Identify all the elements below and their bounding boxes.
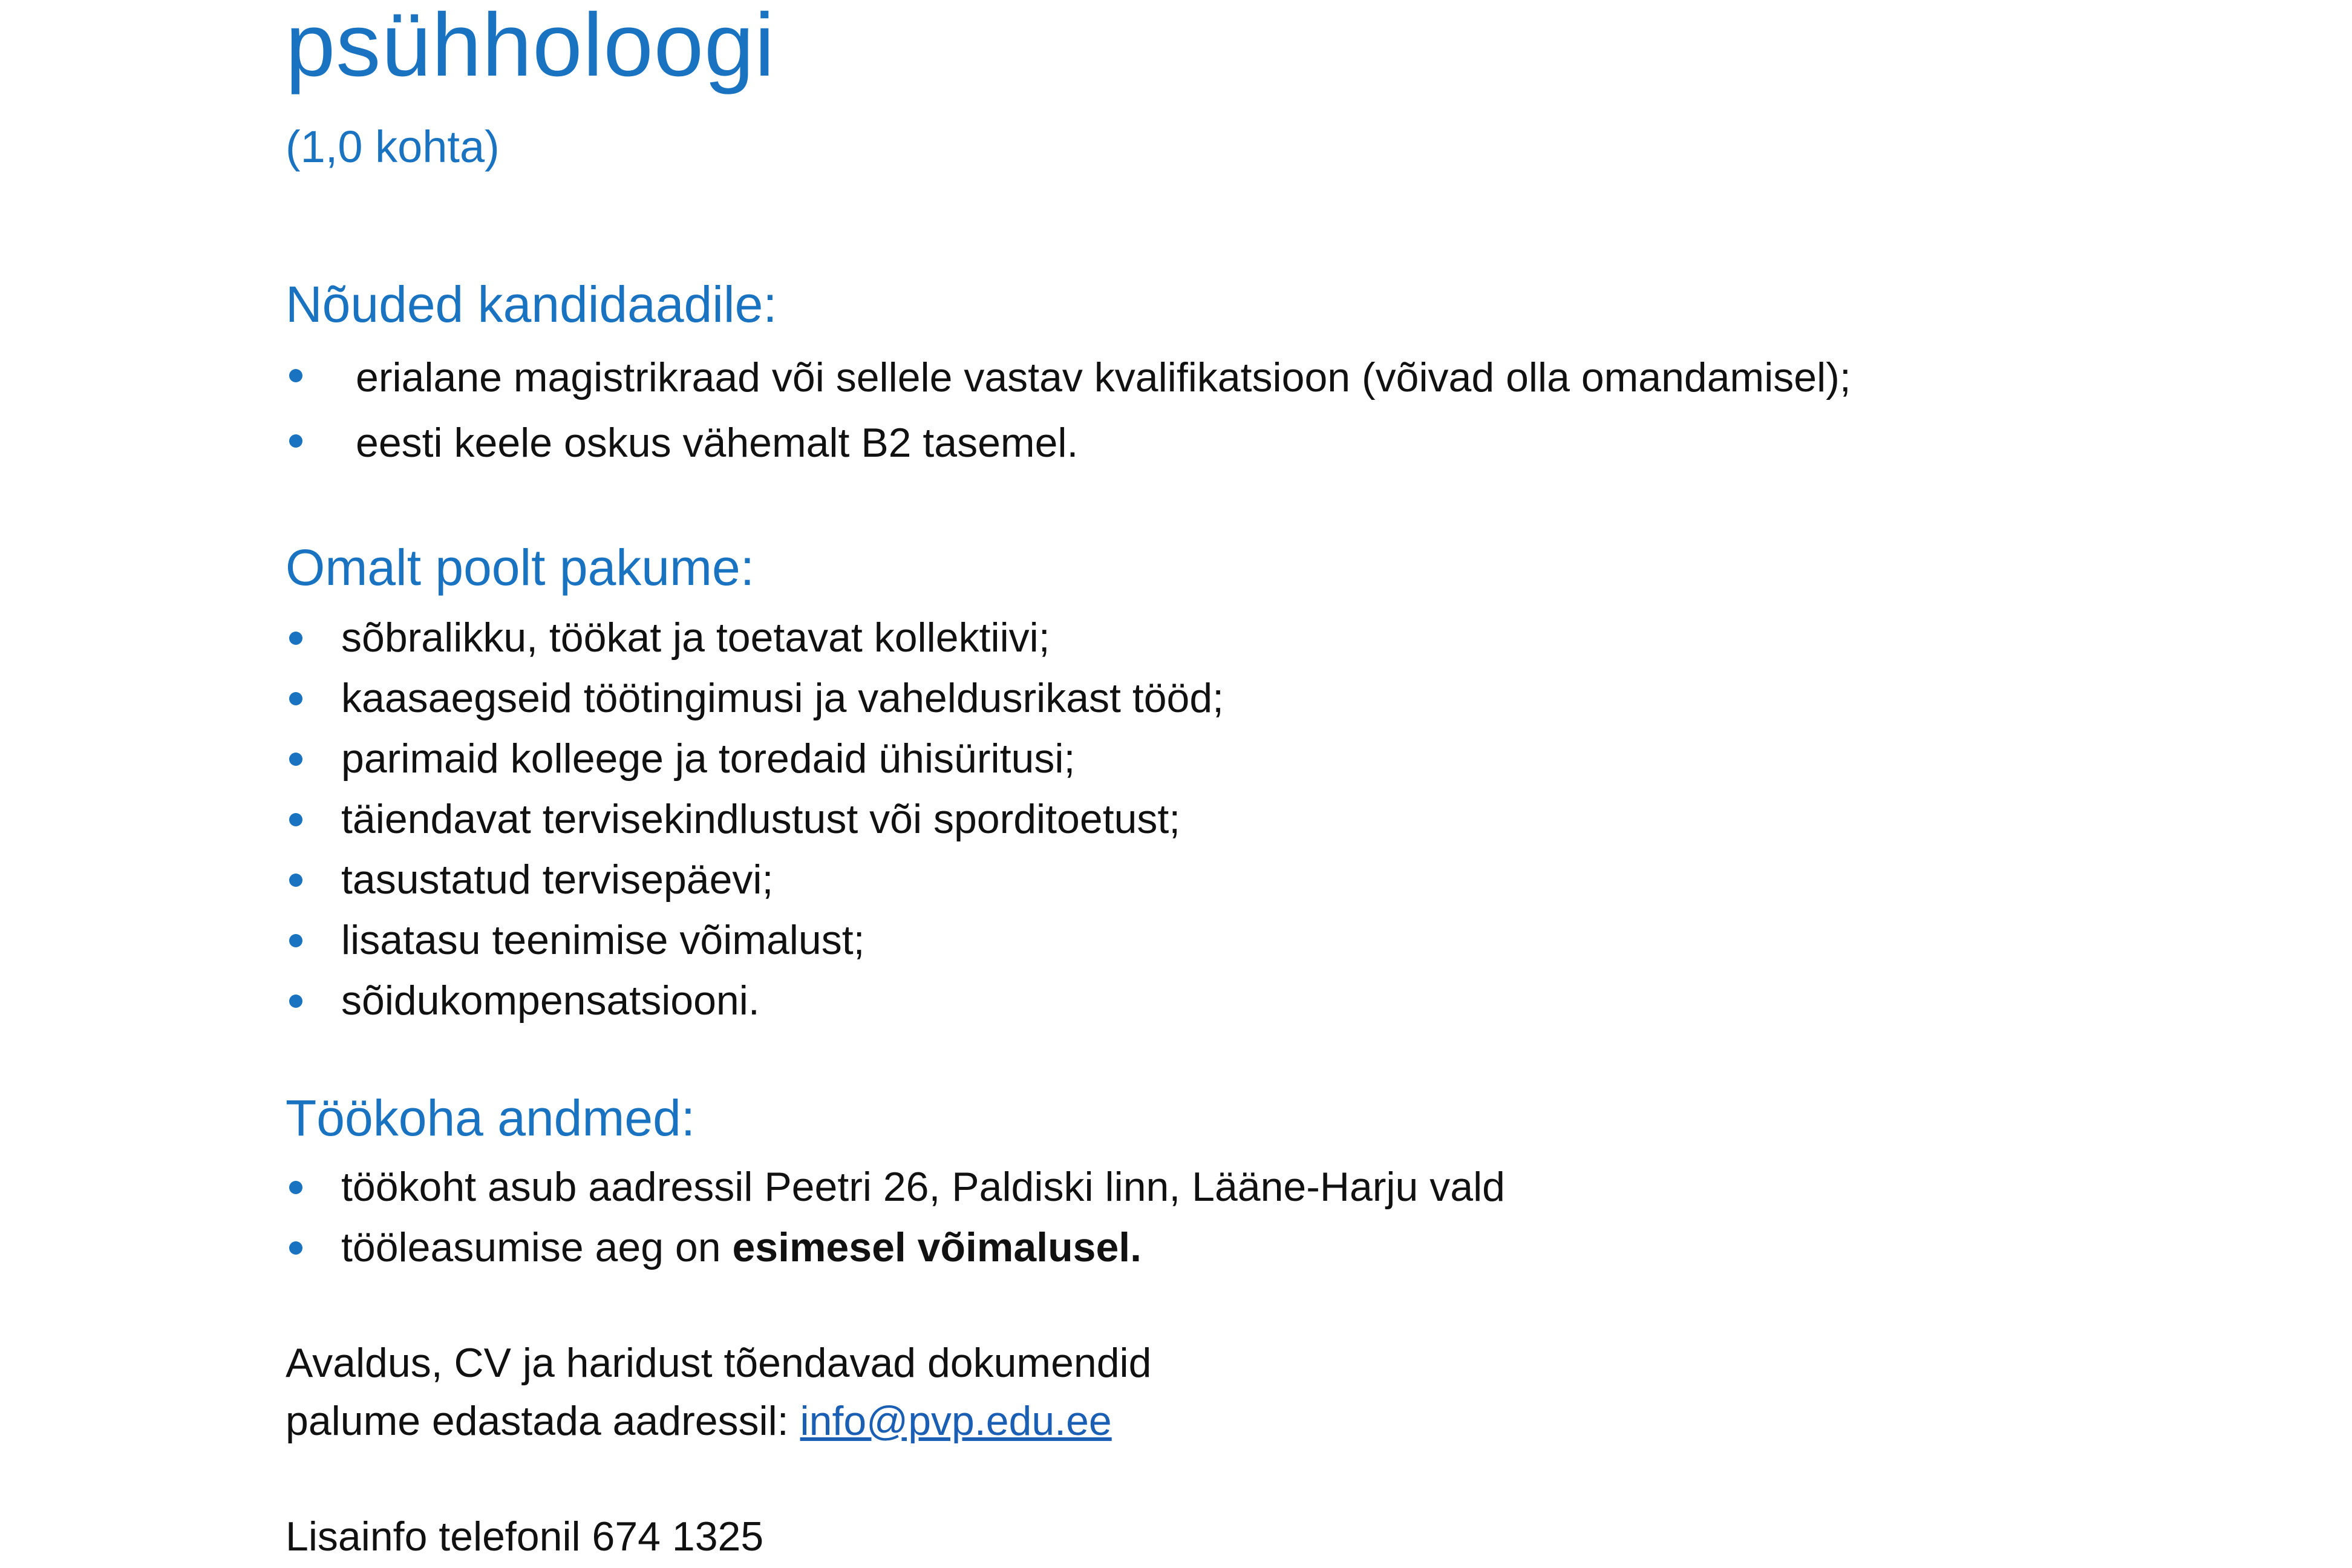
bullet-icon <box>289 753 302 766</box>
bullet-icon <box>289 434 302 448</box>
bullet-icon <box>289 934 302 947</box>
page-title: psühholoogi <box>286 0 776 95</box>
offer-heading: Omalt poolt pakume: <box>286 539 755 596</box>
bullet-icon <box>289 874 302 887</box>
application-instructions: Avaldus, CV ja haridust tõendavad dokumendid palume edastada aadressil: info@pvp.edu.ee <box>286 1340 1152 1444</box>
list-item: eesti keele oskus vähemalt B2 tasemel. <box>286 410 1851 475</box>
list-item: kaasaegseid töötingimusi ja vaheldusrikast tööd; <box>286 668 1224 728</box>
workplace-list <box>286 1157 1505 1278</box>
bullet-icon <box>289 692 302 705</box>
bullet-icon <box>289 813 302 826</box>
list-item: tööleasumise aeg on esimesel võimalusel. <box>286 1217 1505 1278</box>
list-item: sõbralikku, töökat ja toetavat kollektiivi; <box>286 607 1224 668</box>
list-item: töökoht asub aadressil Peetri 26, Paldiski linn, Lääne-Harju vald <box>286 1157 1505 1217</box>
list-item: tasustatud tervisepäevi; <box>286 849 1224 910</box>
contact-phone: Lisainfo telefonil 674 1325 <box>286 1514 764 1560</box>
bullet-icon <box>289 1241 302 1255</box>
position-count: (1,0 kohta) <box>286 122 500 172</box>
bullet-icon <box>289 632 302 645</box>
requirements-heading: Nõuded kandidaadile: <box>286 276 777 333</box>
list-item: sõidukompensatsiooni. <box>286 970 1224 1031</box>
offer-list <box>286 607 1224 1031</box>
requirements-list <box>286 345 1851 475</box>
start-date-emphasis: esimesel võimalusel. <box>732 1224 1142 1270</box>
bullet-icon <box>289 369 302 382</box>
list-item: täiendavat tervisekindlustust või sporditoetust; <box>286 789 1224 849</box>
list-item: erialane magistrikraad või sellele vastav kvalifikatsioon (võivad olla omandamisel); <box>286 345 1851 410</box>
workplace-heading: Töökoha andmed: <box>286 1089 696 1146</box>
email-link[interactable]: info@pvp.edu.ee <box>800 1398 1112 1444</box>
list-item: parimaid kolleege ja toredaid ühisüritusi; <box>286 728 1224 789</box>
bullet-icon <box>289 995 302 1008</box>
list-item: lisatasu teenimise võimalust; <box>286 910 1224 970</box>
bullet-icon <box>289 1181 302 1194</box>
